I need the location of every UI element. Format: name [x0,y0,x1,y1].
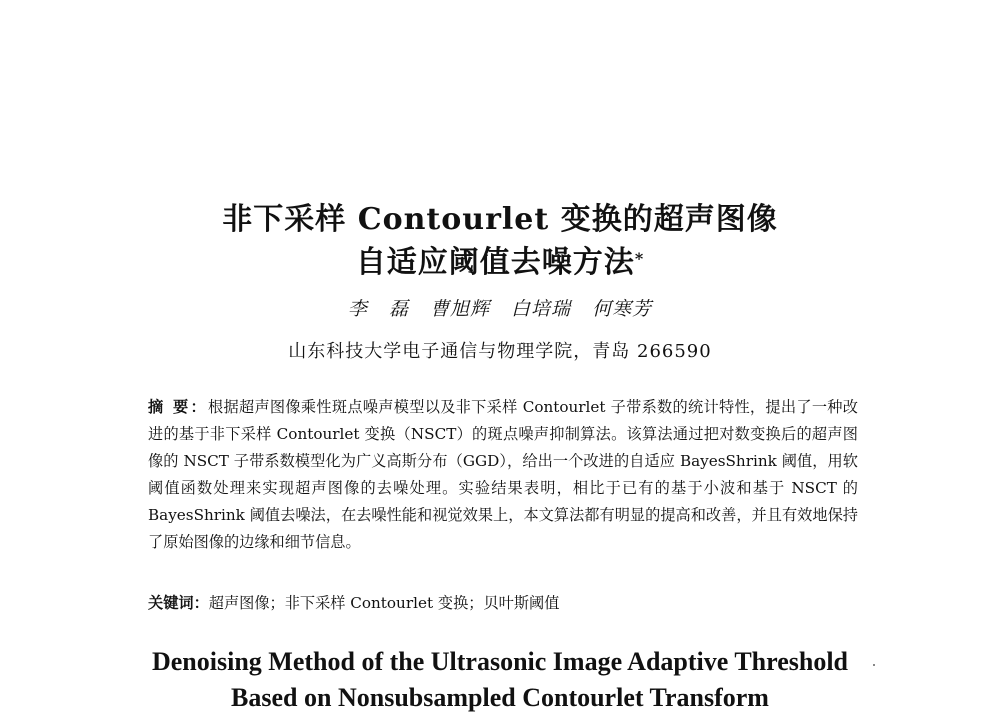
chinese-title-line-2 [0,243,1000,283]
abstract-block [148,394,858,556]
keywords-text: 超声图像；非下采样 Contourlet 变换；贝叶斯阈值 [208,594,560,612]
chinese-title-line-2-text: 自适应阈值去噪方法 [355,245,635,280]
keywords-block [148,590,858,617]
chinese-title-line-1-text: 非下采样 Contourlet 变换的超声图像 [222,202,778,237]
title-footnote-mark[interactable]: * [634,249,645,268]
english-title-line-1: Denoising Method of the Ultrasonic Image Adaptive Threshold [151,647,849,676]
keywords-label: 关键词： [148,594,209,612]
chinese-title-line-1 [0,200,1000,240]
author-list: 李 磊 曹旭辉 白培瑞 何寒芳 [347,298,653,320]
scan-speck [873,664,875,666]
english-title-line-2: Based on Nonsubsampled Contourlet Transform [231,683,769,712]
affiliation: 山东科技大学电子通信与物理学院，青岛 266590 [288,341,712,362]
abstract-label: 摘 要： [148,398,209,416]
abstract-text: 根据超声图像乘性斑点噪声模型以及非下采样 Contourlet 子带系数的统计特性，提出了一种改进的基于非下采样 Contourlet 变换（NSCT）的斑点噪声抑制算法。该算法通过把对数变换后的超声图像的 NSCT 子带系数模型化为广义高斯分布（GGD），给出一个改进的自适应 BayesShrink 阈值，用软阈值函数处理来实现超声图像的去噪处理。实验结果表明，相比于已有的基于小波和基于 NSCT 的 BayesShrink 阈值去噪法，在去噪性能和视觉效果上，本文算法都有明显的提高和改善，并且有效地保持了原始图像的边缘和细节信息。 [148,398,858,551]
